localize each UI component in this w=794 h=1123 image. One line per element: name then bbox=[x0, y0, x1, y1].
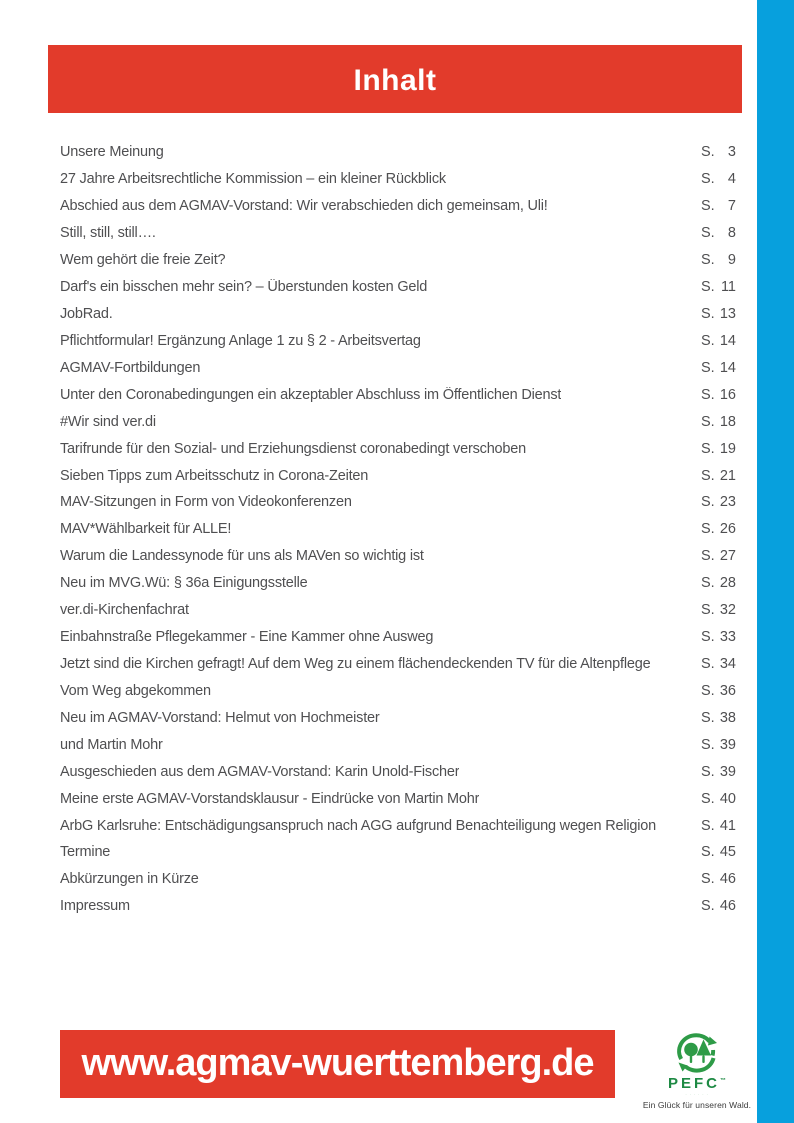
blue-side-bar bbox=[757, 0, 794, 1123]
website-banner bbox=[60, 1030, 615, 1098]
toc-entry bbox=[60, 839, 736, 866]
toc-page-number: 9 bbox=[727, 252, 736, 269]
toc-entry bbox=[60, 274, 736, 301]
toc-entry bbox=[60, 731, 736, 758]
toc-entry-page bbox=[701, 521, 736, 537]
toc-page-abbr: S. bbox=[701, 629, 715, 646]
toc-page-number: 16 bbox=[719, 386, 736, 403]
toc-page-number: 27 bbox=[719, 548, 736, 565]
toc-entry-page bbox=[701, 171, 736, 187]
toc-page-number: 46 bbox=[719, 898, 736, 915]
inhalt-header-banner bbox=[48, 45, 742, 113]
toc-entry-page bbox=[701, 791, 736, 807]
toc-page-abbr: S. bbox=[701, 709, 715, 726]
toc-entry-page bbox=[701, 306, 736, 322]
toc-entry-title: und Martin Mohr bbox=[60, 736, 163, 753]
toc-page-number: 26 bbox=[719, 521, 736, 538]
toc-entry bbox=[60, 624, 736, 651]
toc-entry-title: Einbahnstraße Pflegekammer - Eine Kammer ohne Ausweg bbox=[60, 629, 434, 646]
toc-entry bbox=[60, 785, 736, 812]
toc-entry-page bbox=[701, 575, 736, 591]
toc-entry-title: Darf's ein bisschen mehr sein? – Überstunden kosten Geld bbox=[60, 279, 428, 296]
toc-entry bbox=[60, 893, 736, 920]
toc-entry-page bbox=[701, 414, 736, 430]
toc-entry bbox=[60, 570, 736, 597]
toc-entry-page bbox=[701, 360, 736, 376]
toc-page-abbr: S. bbox=[701, 198, 715, 215]
toc-page-abbr: S. bbox=[701, 655, 715, 672]
toc-entry bbox=[60, 677, 736, 704]
toc-page-number: 18 bbox=[719, 413, 736, 430]
toc-page-abbr: S. bbox=[701, 898, 715, 915]
toc-page-number: 41 bbox=[719, 817, 736, 834]
toc-entry bbox=[60, 193, 736, 220]
toc-page-abbr: S. bbox=[701, 575, 715, 592]
toc-page-abbr: S. bbox=[701, 817, 715, 834]
toc-entry bbox=[60, 247, 736, 274]
toc-page-number: 45 bbox=[719, 844, 736, 861]
toc-entry-title: AGMAV-Fortbildungen bbox=[60, 359, 201, 376]
toc-page-abbr: S. bbox=[701, 736, 715, 753]
pefc-cert-line: ∙ ∙ ∙ ∙ ∙ ∙ bbox=[685, 1092, 709, 1097]
toc-entry-page bbox=[701, 333, 736, 349]
toc-entry bbox=[60, 139, 736, 166]
toc-page-number: 4 bbox=[727, 171, 736, 188]
toc-list bbox=[60, 139, 736, 920]
toc-entry-page bbox=[701, 252, 736, 268]
toc-page-abbr: S. bbox=[701, 225, 715, 242]
toc-page-abbr: S. bbox=[701, 252, 715, 269]
toc-entry-title: Tarifrunde für den Sozial- und Erziehungsdienst coronabedingt verschoben bbox=[60, 440, 527, 457]
toc-entry-page bbox=[701, 468, 736, 484]
toc-entry-title: Neu im MVG.Wü: § 36a Einigungsstelle bbox=[60, 575, 308, 592]
toc-entry bbox=[60, 489, 736, 516]
toc-page-number: 3 bbox=[727, 144, 736, 161]
toc-page-abbr: S. bbox=[701, 332, 715, 349]
website-url: www.agmav-wuerttemberg.de bbox=[81, 1041, 594, 1084]
toc-entry-title: Sieben Tipps zum Arbeitsschutz in Corona-Zeiten bbox=[60, 467, 369, 484]
toc-entry-page bbox=[701, 144, 736, 160]
toc-entry-title: Warum die Landessynode für uns als MAVen so wichtig ist bbox=[60, 548, 424, 565]
toc-entry-page bbox=[701, 441, 736, 457]
toc-entry-title: MAV*Wählbarkeit für ALLE! bbox=[60, 521, 232, 538]
toc-page-number: 14 bbox=[719, 359, 736, 376]
toc-page-number: 7 bbox=[727, 198, 736, 215]
toc-entry-page bbox=[701, 844, 736, 860]
toc-entry-title: 27 Jahre Arbeitsrechtliche Kommission – ein kleiner Rückblick bbox=[60, 171, 446, 188]
toc-page-abbr: S. bbox=[701, 763, 715, 780]
toc-entry bbox=[60, 301, 736, 328]
toc-entry bbox=[60, 597, 736, 624]
toc-page-number: 34 bbox=[719, 655, 736, 672]
toc-page-number: 21 bbox=[719, 467, 736, 484]
toc-page-number: 33 bbox=[719, 629, 736, 646]
toc-entry-page bbox=[701, 710, 736, 726]
toc-entry bbox=[60, 354, 736, 381]
toc-page-abbr: S. bbox=[701, 359, 715, 376]
pefc-trademark: ™ bbox=[720, 1078, 726, 1084]
toc-entry-page bbox=[701, 548, 736, 564]
toc-entry-title: Ausgeschieden aus dem AGMAV-Vorstand: Karin Unold-Fischer bbox=[60, 763, 460, 780]
toc-entry-title: Jetzt sind die Kirchen gefragt! Auf dem Weg zu einem flächendeckenden TV für die Altenpflege bbox=[60, 655, 651, 672]
toc-entry-title: Unter den Coronabedingungen ein akzeptabler Abschluss im Öffentlichen Dienst bbox=[60, 386, 562, 403]
toc-entry-title: Wem gehört die freie Zeit? bbox=[60, 252, 226, 269]
toc-entry-page bbox=[701, 387, 736, 403]
toc-page-number: 13 bbox=[719, 305, 736, 322]
toc-entry bbox=[60, 166, 736, 193]
toc-entry-page bbox=[701, 279, 736, 295]
toc-entry-page bbox=[701, 737, 736, 753]
toc-entry-title: Pflichtformular! Ergänzung Anlage 1 zu § 2 - Arbeitsvertag bbox=[60, 332, 421, 349]
pefc-wordmark: PEFC™ bbox=[667, 1075, 726, 1092]
toc-entry-page bbox=[701, 629, 736, 645]
toc-page-abbr: S. bbox=[701, 413, 715, 430]
toc-entry-page bbox=[701, 683, 736, 699]
toc-entry-title: MAV-Sitzungen in Form von Videokonferenzen bbox=[60, 494, 352, 511]
toc-page-abbr: S. bbox=[701, 548, 715, 565]
toc-entry-title: Vom Weg abgekommen bbox=[60, 682, 211, 699]
toc-page-number: 23 bbox=[719, 494, 736, 511]
toc-page-abbr: S. bbox=[701, 440, 715, 457]
toc-entry bbox=[60, 543, 736, 570]
toc-entry-page bbox=[701, 225, 736, 241]
toc-entry bbox=[60, 327, 736, 354]
toc-page-number: 40 bbox=[719, 790, 736, 807]
toc-entry-title: Still, still, still…. bbox=[60, 225, 156, 242]
toc-page-abbr: S. bbox=[701, 279, 715, 296]
toc-entry bbox=[60, 408, 736, 435]
toc-page-number: 28 bbox=[719, 575, 736, 592]
toc-entry bbox=[60, 758, 736, 785]
toc-entry-title: Abschied aus dem AGMAV-Vorstand: Wir verabschieden dich gemeinsam, Uli! bbox=[60, 198, 548, 215]
toc-entry-page bbox=[701, 198, 736, 214]
toc-entry bbox=[60, 651, 736, 678]
toc-page-abbr: S. bbox=[701, 790, 715, 807]
toc-entry-title: #Wir sind ver.di bbox=[60, 413, 156, 430]
toc-page-number: 14 bbox=[719, 332, 736, 349]
toc-entry bbox=[60, 812, 736, 839]
toc-page-abbr: S. bbox=[701, 494, 715, 511]
toc-page-abbr: S. bbox=[701, 467, 715, 484]
toc-page-abbr: S. bbox=[701, 844, 715, 861]
toc-entry bbox=[60, 462, 736, 489]
page-title: Inhalt bbox=[353, 63, 437, 97]
pefc-tree-circle-icon bbox=[673, 1031, 721, 1075]
toc-page-number: 38 bbox=[719, 709, 736, 726]
toc-entry-title: Unsere Meinung bbox=[60, 144, 164, 161]
toc-entry-page bbox=[701, 656, 736, 672]
toc-entry-page bbox=[701, 898, 736, 914]
toc-entry-title: JobRad. bbox=[60, 305, 113, 322]
toc-page-number: 19 bbox=[719, 440, 736, 457]
toc-entry-title: Meine erste AGMAV-Vorstandsklausur - Eindrücke von Martin Mohr bbox=[60, 790, 480, 807]
toc-entry-page bbox=[701, 764, 736, 780]
toc-entry-title: Abkürzungen in Kürze bbox=[60, 871, 199, 888]
toc-page-abbr: S. bbox=[701, 521, 715, 538]
toc-page-number: 39 bbox=[719, 763, 736, 780]
toc-entry bbox=[60, 220, 736, 247]
toc-entry bbox=[60, 516, 736, 543]
toc-page-abbr: S. bbox=[701, 386, 715, 403]
toc-entry-title: Termine bbox=[60, 844, 111, 861]
toc-entry-title: Impressum bbox=[60, 898, 130, 915]
pefc-logo bbox=[636, 1031, 758, 1110]
toc-entry-title: ArbG Karlsruhe: Entschädigungsanspruch nach AGG aufgrund Benachteiligung wegen Religion bbox=[60, 817, 657, 834]
toc-page-number: 36 bbox=[719, 682, 736, 699]
toc-page-number: 8 bbox=[727, 225, 736, 242]
toc-entry-page bbox=[701, 871, 736, 887]
toc-entry-page bbox=[701, 818, 736, 834]
toc-page-number: 11 bbox=[720, 279, 736, 296]
toc-page-abbr: S. bbox=[701, 144, 715, 161]
toc-entry-page bbox=[701, 494, 736, 510]
toc-entry bbox=[60, 866, 736, 893]
toc-entry-title: ver.di-Kirchenfachrat bbox=[60, 602, 189, 619]
pefc-tagline: Ein Glück für unseren Wald. bbox=[642, 1100, 752, 1110]
toc-page-abbr: S. bbox=[701, 305, 715, 322]
toc-entry-page bbox=[701, 602, 736, 618]
toc-entry bbox=[60, 435, 736, 462]
toc-page-abbr: S. bbox=[701, 682, 715, 699]
toc-page-number: 39 bbox=[719, 736, 736, 753]
toc-page-abbr: S. bbox=[701, 871, 715, 888]
toc-page-abbr: S. bbox=[701, 171, 715, 188]
toc-page-abbr: S. bbox=[701, 602, 715, 619]
toc-entry bbox=[60, 381, 736, 408]
toc-entry-title: Neu im AGMAV-Vorstand: Helmut von Hochmeister bbox=[60, 709, 380, 726]
toc-entry bbox=[60, 704, 736, 731]
toc-page-number: 46 bbox=[719, 871, 736, 888]
toc-page-number: 32 bbox=[719, 602, 736, 619]
